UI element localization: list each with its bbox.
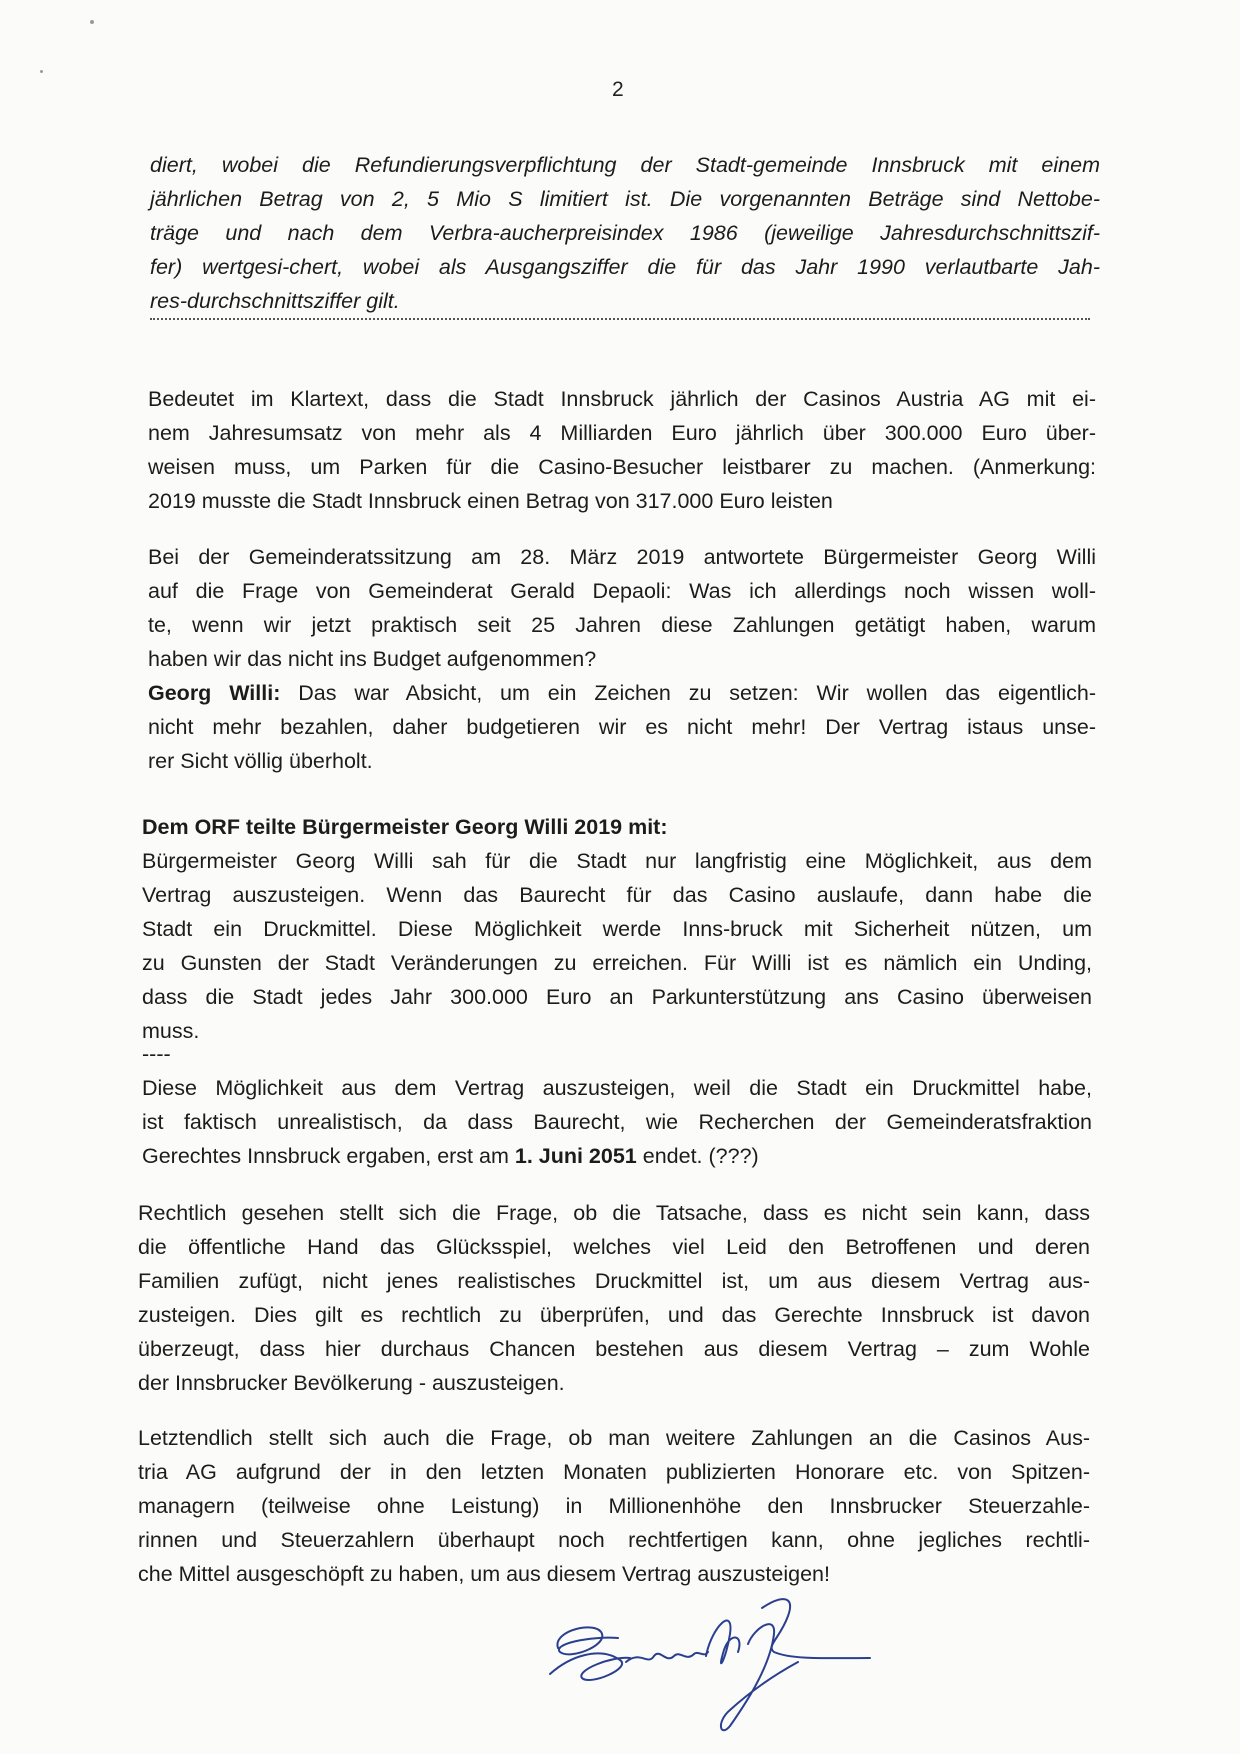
text-line: res-durchschnittsziffer gilt. xyxy=(150,289,400,313)
text-line: jährlichen Betrag von 2, 5 Mio S limitiert ist. Die vorgenannten Beträge sind Nettobe- xyxy=(150,187,1100,211)
text-line: managern (teilweise ohne Leistung) in Millionenhöhe den Innsbrucker Steuerzahle- xyxy=(138,1494,1090,1518)
scan-speck xyxy=(90,20,94,24)
text-line: che Mittel ausgeschöpft zu haben, um aus diesem Vertrag auszusteigen! xyxy=(138,1562,830,1586)
text-line: Bei der Gemeinderatssitzung am 28. März 2019 antwortete Bürgermeister Georg Willi xyxy=(148,545,1096,569)
question-lines xyxy=(148,540,1096,676)
answer-rest xyxy=(148,710,1096,778)
paragraph-letztendlich xyxy=(138,1421,1090,1591)
text-line: zusteigen. Dies gilt es rechtlich zu überprüfen, und das Gerechte Innsbruck ist davon xyxy=(138,1303,1090,1327)
text-line: tria AG aufgrund der in den letzten Monaten publizierten Honorare etc. von Spitzen- xyxy=(138,1460,1090,1484)
scan-speck xyxy=(40,70,43,73)
baurecht-last-line xyxy=(142,1139,1092,1173)
text-line: auf die Frage von Gemeinderat Gerald Depaoli: Was ich allerdings noch wissen woll- xyxy=(148,579,1096,603)
text-line: weisen muss, um Parken für die Casino-Besucher leistbarer zu machen. (Anmerkung: xyxy=(148,455,1096,479)
text-line: rinnen und Steuerzahlern überhaupt noch rechtfertigen kann, ohne jegliches rechtli- xyxy=(138,1528,1090,1552)
text-line: Rechtlich gesehen stellt sich die Frage, ob die Tatsache, dass es nicht sein kann, dass xyxy=(138,1201,1090,1225)
text-line: Vertrag auszusteigen. Wenn das Baurecht für das Casino auslaufe, dann habe die xyxy=(142,883,1092,907)
paragraph-klartext xyxy=(148,382,1096,518)
text-line: ist faktisch unrealistisch, da dass Baurecht, wie Recherchen der Gemeinderatsfraktion xyxy=(142,1110,1092,1134)
text-line: dass die Stadt jedes Jahr 300.000 Euro an Parkunterstützung ans Casino überweisen xyxy=(142,985,1092,1009)
text-line: Bürgermeister Georg Willi sah für die Stadt nur langfristig eine Möglichkeit, aus dem xyxy=(142,849,1092,873)
speaker-label: Georg Willi: xyxy=(148,681,281,705)
willi-answer-line xyxy=(148,676,1096,710)
paragraph-baurecht xyxy=(142,1071,1092,1173)
paragraph-gemeinderatssitzung xyxy=(148,540,1096,778)
paragraph-orf xyxy=(142,810,1092,1048)
text-line: fer) wertgesi-chert, wobei als Ausgangsziffer die für das Jahr 1990 verlautbarte Jah- xyxy=(150,255,1100,279)
text-line: 2019 musste die Stadt Innsbruck einen Betrag von 317.000 Euro leisten xyxy=(148,489,833,513)
text-line: Diese Möglichkeit aus dem Vertrag auszusteigen, weil die Stadt ein Druckmittel habe, xyxy=(142,1076,1092,1100)
contract-quote xyxy=(150,148,1100,318)
text-line: überzeugt, dass hier durchaus Chancen bestehen aus diesem Vertrag – zum Wohle xyxy=(138,1337,1090,1361)
baurecht-suffix: endet. (???) xyxy=(636,1144,759,1168)
dash-separator: ---- xyxy=(142,1042,171,1066)
text-line: diert, wobei die Refundierungsverpflichtung der Stadt-gemeinde Innsbruck mit einem xyxy=(150,153,1100,177)
orf-heading-text: Dem ORF teilte Bürgermeister Georg Willi 2019 mit: xyxy=(142,815,668,839)
text-line: Letztendlich stellt sich auch die Frage, ob man weitere Zahlungen an die Casinos Aus- xyxy=(138,1426,1090,1450)
text-line: träge und nach dem Verbra-aucherpreisindex 1986 (jeweilige Jahresdurchschnittszif- xyxy=(150,221,1100,245)
text-line: Familien zufügt, nicht jenes realistisches Druckmittel ist, um aus diesem Vertrag aus- xyxy=(138,1269,1090,1293)
text-line: zu Gunsten der Stadt Veränderungen zu erreichen. Für Willi ist es nämlich ein Unding, xyxy=(142,951,1092,975)
text-line: die öffentliche Hand das Glücksspiel, welches viel Leid den Betroffenen und deren xyxy=(138,1235,1090,1259)
text-line: der Innsbrucker Bevölkerung - auszusteigen. xyxy=(138,1371,565,1395)
text-line: nicht mehr bezahlen, daher budgetieren wir es nicht mehr! Der Vertrag istaus unse- xyxy=(148,715,1096,739)
end-date: 1. Juni 2051 xyxy=(514,1144,637,1168)
answer-text: Das war Absicht, um ein Zeichen zu setzen: Wir wollen das eigentlich- xyxy=(280,681,1096,705)
text-line: te, wenn wir jetzt praktisch seit 25 Jahren diese Zahlungen getätigt haben, warum xyxy=(148,613,1096,637)
baurecht-prefix: Gerechtes Innsbruck ergaben, erst am xyxy=(142,1144,515,1168)
orf-heading xyxy=(142,810,1092,844)
handwritten-signature xyxy=(530,1586,890,1736)
text-line: Stadt ein Druckmittel. Diese Möglichkeit werde Inns-bruck mit Sicherheit nützen, um xyxy=(142,917,1092,941)
text-line: rer Sicht völlig überholt. xyxy=(148,749,373,773)
paragraph-rechtlich xyxy=(138,1196,1090,1400)
baurecht-lines xyxy=(142,1071,1092,1139)
page-number: 2 xyxy=(612,78,624,101)
text-line: haben wir das nicht ins Budget aufgenommen? xyxy=(148,647,597,671)
text-line: Bedeutet im Klartext, dass die Stadt Innsbruck jährlich der Casinos Austria AG mit ei- xyxy=(148,387,1096,411)
dotted-separator xyxy=(150,318,1090,320)
text-line: nem Jahresumsatz von mehr als 4 Milliarden Euro jährlich über 300.000 Euro über- xyxy=(148,421,1096,445)
orf-statement xyxy=(142,844,1092,1048)
text-line: muss. xyxy=(142,1019,200,1043)
